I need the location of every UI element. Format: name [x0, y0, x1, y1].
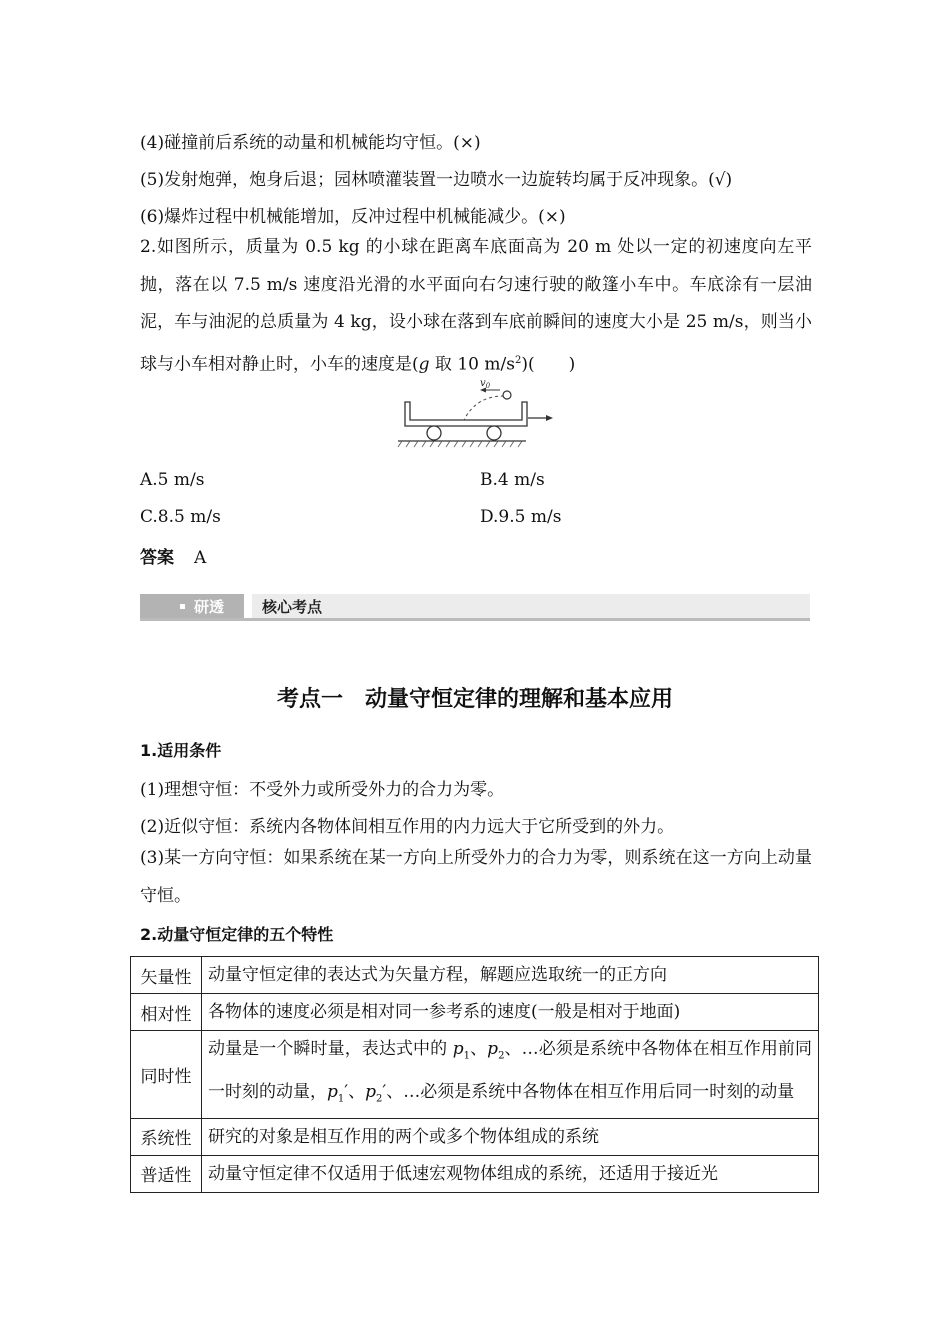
banner-underline: [140, 618, 810, 621]
option-d: D.9.5 m/s: [480, 507, 562, 527]
p-subscript-2: 2: [498, 1050, 505, 1062]
conditions-heading: 1.适用条件: [140, 741, 222, 760]
table-row: [131, 1155, 819, 1192]
p-symbol: p: [327, 1082, 338, 1103]
p-subscript-2: 2: [376, 1093, 383, 1105]
statement-5: (5)发射炮弹，炮身后退；园林喷灌装置一边喷水一边旋转均属于反冲现象。(√): [140, 170, 733, 190]
simultaneity-text-a: 动量是一个瞬时量，表达式中的: [208, 1039, 453, 1059]
option-c: C.8.5 m/s: [140, 507, 221, 527]
property-key: 系统性: [131, 1118, 202, 1155]
p-subscript-1: 1: [463, 1050, 470, 1062]
option-a: A.5 m/s: [140, 470, 205, 490]
p-symbol: p: [452, 1039, 464, 1059]
simultaneity-text-c: 、…必须是系统中各物体在相互作用后同一时刻的动量: [386, 1082, 795, 1103]
separator: 、: [348, 1082, 366, 1103]
p-subscript-1: 1: [337, 1093, 345, 1105]
properties-table: [130, 956, 819, 1193]
question-text: 2.如图所示，质量为 0.5 kg 的小球在距离车底面高为 20 m 处以一定的初速度向左平抛，落在以 7.5 m/s 速度沿光滑的水平面向右匀速行驶的敞篷小车中。车底涂有一层油泥，车与油泥的总质量为 4 kg，设小球在落到车底前瞬间的速度大小是 25 m/s，则当小球与小车相对静止时，小车的速度是(: [140, 237, 812, 375]
question-blank: )( ): [521, 354, 576, 375]
table-row: [131, 957, 819, 994]
properties-heading: 2.动量守恒定律的五个特性: [140, 925, 334, 944]
simultaneity-text-b: 、…必须是系统中各物体在相互作用前同一时刻的动量，: [208, 1039, 813, 1103]
prime-mark: ′: [344, 1082, 349, 1103]
g-value: 取 10 m/s: [429, 354, 515, 375]
answer-value: A: [194, 548, 207, 568]
property-key: 普适性: [131, 1155, 202, 1192]
property-value: 研究的对象是相互作用的两个或多个物体组成的系统: [202, 1118, 819, 1155]
g-exponent: 2: [514, 354, 522, 366]
property-value: 动量守恒定律不仅适用于低速宏观物体组成的系统，还适用于接近光: [202, 1155, 819, 1192]
banner-tag: [140, 594, 244, 620]
property-value: [202, 1031, 819, 1119]
section-banner: [140, 594, 810, 620]
svg-text:v0: [480, 378, 491, 390]
property-value: 各物体的速度必须是相对同一参考系的速度(一般是相对于地面): [202, 994, 819, 1031]
banner-bullet-icon: [180, 604, 185, 609]
question-2-text: [140, 229, 812, 384]
cart-figure: [396, 378, 556, 450]
statement-4: (4)碰撞前后系统的动量和机械能均守恒。(×): [140, 133, 481, 153]
v0-label: v: [480, 378, 486, 389]
property-value: 动量守恒定律的表达式为矢量方程，解题应选取统一的正方向: [202, 957, 819, 994]
answer: [140, 543, 206, 568]
section-title: 考点一 动量守恒定律的理解和基本应用: [276, 687, 673, 712]
g-symbol: g: [418, 354, 430, 375]
property-key: 相对性: [131, 994, 202, 1031]
banner-title: 核心考点: [252, 594, 810, 620]
banner-tag-text: 研透: [194, 598, 225, 616]
condition-1: (1)理想守恒：不受外力或所受外力的合力为零。: [140, 780, 505, 800]
property-key: 矢量性: [131, 957, 202, 994]
separator: 、: [469, 1039, 488, 1059]
table-row: [131, 994, 819, 1031]
statement-6: (6)爆炸过程中机械能增加，反冲过程中机械能减少。(×): [140, 207, 566, 227]
p-symbol: p: [487, 1039, 499, 1059]
table-row: [131, 1118, 819, 1155]
p-symbol: p: [365, 1082, 377, 1103]
option-b: B.4 m/s: [480, 470, 545, 490]
table-row: [131, 1031, 819, 1119]
condition-3: (3)某一方向守恒：如果系统在某一方向上所受外力的合力为零，则系统在这一方向上动量守恒。: [140, 848, 812, 906]
property-key: 同时性: [131, 1031, 202, 1119]
condition-2: (2)近似守恒：系统内各物体间相互作用的内力远大于它所受到的外力。: [140, 817, 675, 837]
answer-label: 答案: [140, 548, 174, 568]
prime-mark: ′: [382, 1082, 387, 1103]
v0-subscript: 0: [485, 382, 491, 390]
